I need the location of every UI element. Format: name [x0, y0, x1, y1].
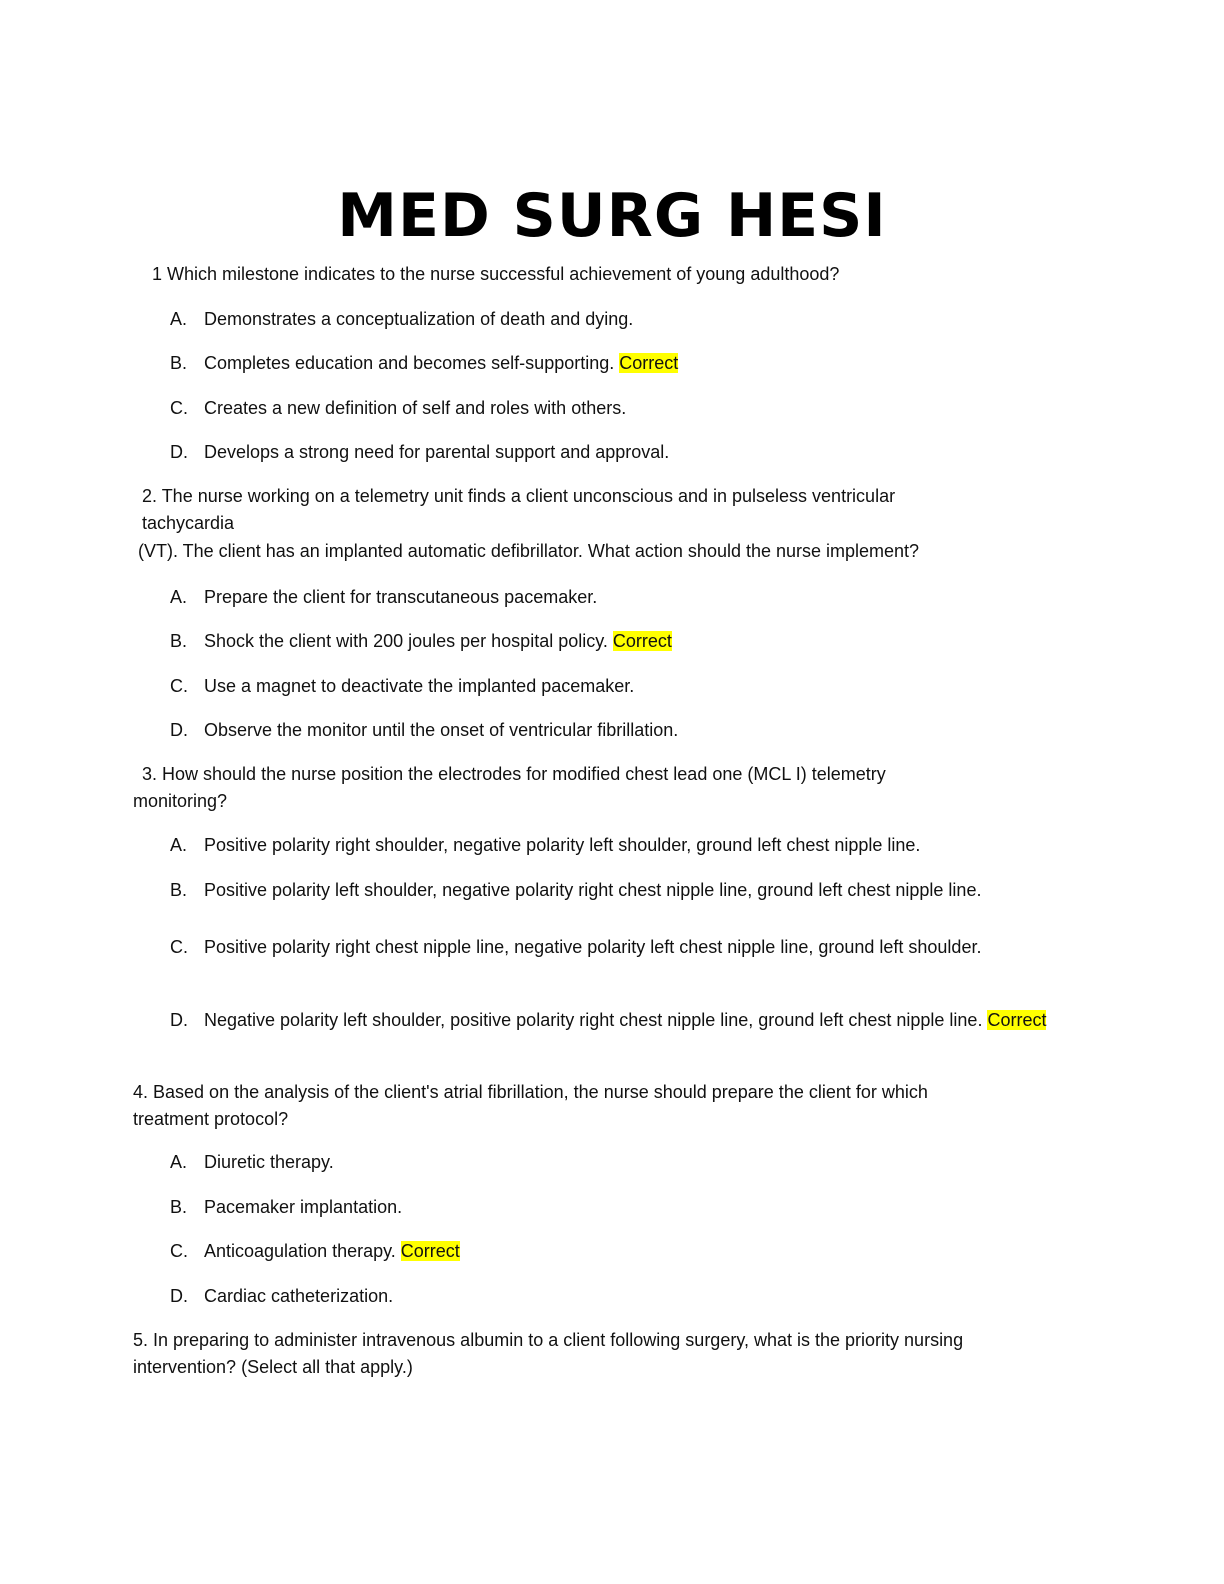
option-letter: C. [170, 1241, 188, 1261]
option-text: Diuretic therapy. [204, 1152, 334, 1172]
option-letter: D. [170, 442, 188, 462]
option-text: Observe the monitor until the onset of ventricular fibrillation. [204, 720, 679, 740]
question-4-option-b [170, 1193, 1050, 1221]
option-letter: A. [170, 587, 188, 607]
question-3-option-d [170, 1006, 1050, 1034]
option-text: Develops a strong need for parental support and approval. [204, 442, 670, 462]
question-1-option-b [170, 349, 1050, 377]
question-3-option-c [170, 933, 1050, 961]
option-text: Prepare the client for transcutaneous pacemaker. [204, 587, 598, 607]
option-text: Negative polarity left shoulder, positive polarity right chest nipple line, ground left chest nipple line. Correct [204, 1010, 1047, 1030]
option-text: Pacemaker implantation. [204, 1197, 403, 1217]
question-1-option-c [170, 394, 1050, 422]
option-text: Shock the client with 200 joules per hospital policy. Correct [204, 631, 672, 651]
option-letter: D. [170, 720, 188, 740]
option-text: Use a magnet to deactivate the implanted pacemaker. [204, 676, 635, 696]
question-4-stem-line-1: 4. Based on the analysis of the client's atrial fibrillation, the nurse should prepare the client for which [133, 1082, 928, 1102]
option-letter: B. [170, 353, 188, 373]
option-text: Cardiac catheterization. [204, 1286, 394, 1306]
option-text: Positive polarity right shoulder, negative polarity left shoulder, ground left chest nipple line. [204, 835, 921, 855]
correct-answer-marker: Correct [400, 1241, 460, 1261]
question-2-option-c [170, 672, 1050, 700]
option-letter: C. [170, 937, 188, 957]
question-2-option-b [170, 627, 1050, 655]
question-3-option-b [170, 876, 1050, 904]
option-text: Anticoagulation therapy. Correct [204, 1241, 460, 1261]
option-letter: D. [170, 1010, 188, 1030]
option-letter: C. [170, 398, 188, 418]
option-text: Demonstrates a conceptualization of death and dying. [204, 309, 634, 329]
option-letter: A. [170, 1152, 188, 1172]
question-1-option-a [170, 305, 1050, 333]
question-5-stem-line-2: intervention? (Select all that apply.) [133, 1357, 413, 1377]
option-text: Completes education and becomes self-supporting. Correct [204, 353, 679, 373]
correct-answer-marker: Correct [987, 1010, 1047, 1030]
question-4-option-d [170, 1282, 1050, 1310]
question-2-stem-line-2: tachycardia [142, 513, 235, 533]
option-letter: B. [170, 631, 188, 651]
question-5-stem-line-1: 5. In preparing to administer intravenous albumin to a client following surgery, what is the priority nursing [133, 1330, 964, 1350]
question-1-stem: 1 Which milestone indicates to the nurse successful achievement of young adulthood? [152, 264, 840, 284]
option-text: Creates a new definition of self and roles with others. [204, 398, 627, 418]
question-2-option-d [170, 716, 1050, 744]
option-letter: A. [170, 309, 188, 329]
option-text: Positive polarity right chest nipple line, negative polarity left chest nipple line, ground left shoulder. [204, 937, 982, 957]
question-4-stem-line-2: treatment protocol? [133, 1109, 289, 1129]
question-2-stem-line-3: (VT). The client has an implanted automatic defibrillator. What action should the nurse implement? [138, 541, 920, 561]
question-2-stem-line-1: 2. The nurse working on a telemetry unit finds a client unconscious and in pulseless ventricular [142, 486, 896, 506]
question-3-stem-line-2: monitoring? [133, 791, 228, 811]
question-3-stem-line-1: 3. How should the nurse position the electrodes for modified chest lead one (MCL I) telemetry [142, 764, 886, 784]
question-4-option-a [170, 1148, 1050, 1176]
option-letter: B. [170, 880, 188, 900]
correct-answer-marker: Correct [612, 631, 672, 651]
page-title: MED SURG HESI [337, 181, 887, 251]
question-1-option-d [170, 438, 1050, 466]
question-4-option-c [170, 1237, 1050, 1265]
question-2-option-a [170, 583, 1050, 611]
correct-answer-marker: Correct [619, 353, 679, 373]
option-text: Positive polarity left shoulder, negative polarity right chest nipple line, ground left chest nipple line. [204, 880, 982, 900]
option-letter: A. [170, 835, 188, 855]
option-letter: C. [170, 676, 188, 696]
question-3-option-a [170, 831, 1050, 859]
option-letter: D. [170, 1286, 188, 1306]
option-letter: B. [170, 1197, 188, 1217]
